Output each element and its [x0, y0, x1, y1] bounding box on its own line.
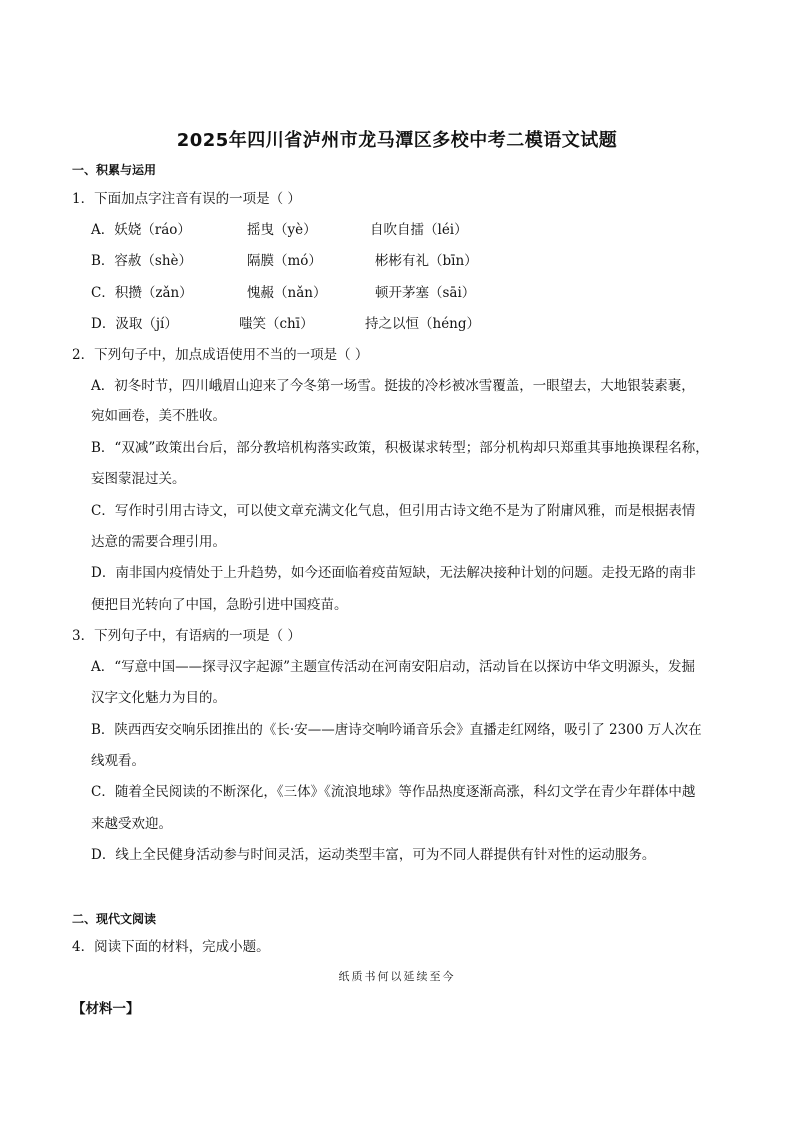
q3-line: D．线上全民健身活动参与时间灵活，运动类型丰富，可为不同人群提供有针对性的运动服务。 [91, 847, 656, 863]
question-4-stem: 4．阅读下面的材料，完成小题。 [72, 939, 270, 955]
page-title: 2025年四川省泸州市龙马潭区多校中考二模语文试题 [176, 130, 618, 151]
question-2-stem: 2．下列句子中，加点成语使用不当的一项是（ ） [72, 347, 369, 363]
question-1-stem: 1．下面加点字注音有误的一项是（ ） [72, 191, 301, 207]
q2-line: 宛如画卷，美不胜收。 [91, 408, 226, 424]
q2-line: A．初冬时节，四川峨眉山迎来了今冬第一场雪。挺拔的冷杉被冰雪覆盖，一眼望去，大地银装素裹， [91, 378, 695, 394]
q3-line: 汉字文化魅力为目的。 [91, 690, 226, 706]
q1-option-c-3: 顿开茅塞（sāi） [375, 285, 476, 301]
q3-line: 线观看。 [91, 753, 145, 769]
q1-option-b-3: 彬彬有礼（bīn） [375, 253, 478, 269]
q3-line: B．陕西西安交响乐团推出的《长·安——唐诗交响吟诵音乐会》直播走红网络，吸引了 2300 万人次在 [91, 722, 702, 738]
q1-option-d-1: D．汲取（jí） [91, 316, 178, 332]
material-label: 【材料一】 [72, 1001, 140, 1017]
q2-line: C．写作时引用古诗文，可以使文章充满文化气息，但引用古诗文绝不是为了附庸风雅，而是根据表情 [91, 503, 696, 519]
article-title: 纸质书何以延续至今 [338, 970, 456, 983]
question-3-stem: 3．下列句子中，有语病的一项是（ ） [72, 628, 301, 644]
q2-line: 便把目光转向了中国，急盼引进中国疫苗。 [91, 597, 348, 613]
q3-line: C．随着全民阅读的不断深化，《三体》《流浪地球》等作品热度逐渐高涨，科幻文学在青少年群体中越 [91, 784, 696, 800]
q2-line: 达意的需要合理引用。 [91, 534, 226, 550]
q1-option-d-2: 嗤笑（chī） [239, 316, 314, 332]
section-heading-1: 一、积累与运用 [72, 163, 157, 177]
q1-option-b-2: 隔膜（mó） [247, 253, 322, 269]
q2-line: D．南非国内疫情处于上升趋势，如今还面临着疫苗短缺，无法解决接种计划的问题。走投无路的南非 [91, 565, 696, 581]
q1-option-a-1: A．妖娆（ráo） [91, 222, 191, 238]
q1-option-b-1: B．容赦（shè） [91, 253, 193, 269]
q1-option-c-2: 愧赧（nǎn） [247, 285, 327, 301]
q2-line: 妄图蒙混过关。 [91, 471, 186, 487]
q1-option-a-2: 摇曳（yè） [247, 222, 317, 238]
q3-line: 来越受欢迎。 [91, 816, 172, 832]
q2-line: B．“双减”政策出台后，部分教培机构落实政策，积极谋求转型；部分机构却只郑重其事地换课程名称， [91, 440, 709, 456]
q1-option-a-3: 自吹自擂（léi） [370, 222, 468, 238]
q1-option-d-3: 持之以恒（héng） [365, 316, 481, 332]
section-heading-2: 二、现代文阅读 [72, 912, 157, 926]
q3-line: A．“写意中国——探寻汉字起源”主题宣传活动在河南安阳启动，活动旨在以探访中华文明源头，发掘 [91, 659, 696, 675]
q1-option-c-1: C．积攒（zǎn） [91, 285, 193, 301]
